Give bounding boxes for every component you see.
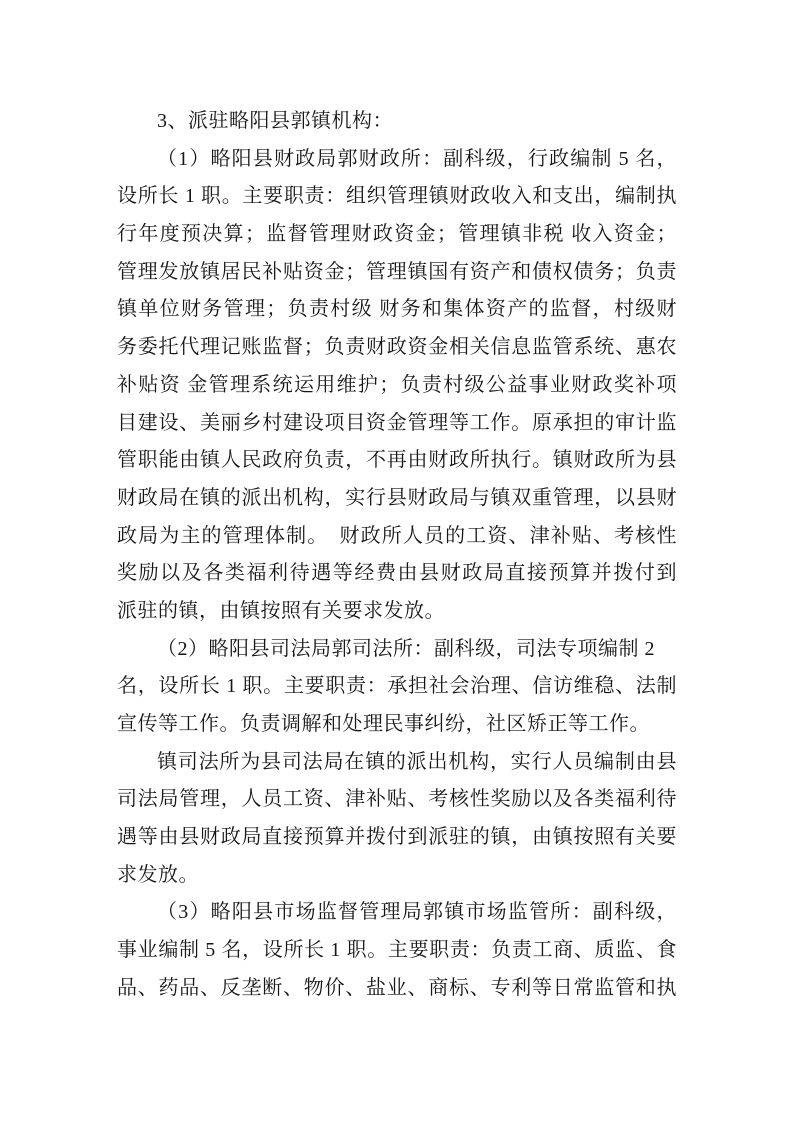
text-line: 设所长 1 职。主要职责：组织管理镇财政收入和支出，编制执 (117, 185, 677, 208)
text-line: 奖励以及各类福利待遇等经费由县财政局直接预算并拨付到 (117, 562, 677, 585)
text-line: 管职能由镇人民政府负责，不再由财政所执行。镇财政所为县 (117, 449, 677, 472)
text-line: 求发放。 (117, 863, 199, 886)
text-line: 事业编制 5 名，设所长 1 职。主要职责：负责工商、质监、食 (117, 939, 677, 962)
text-line: （2）略阳县司法局郭司法所：副科级，司法专项编制 2 (157, 637, 655, 660)
text-line: 3、派驻略阳县郭镇机构： (157, 110, 393, 132)
text-line: 宣传等工作。负责调解和处理民事纠纷，社区矫正等工作。 (117, 713, 650, 735)
text-line: 政局为主的管理体制。 财政所人员的工资、津补贴、考核性 (117, 524, 677, 547)
text-line: 财政局在镇的派出机构，实行县财政局与镇双重管理，以县财 (117, 486, 677, 509)
text-line: 镇单位财务管理；负责村级 财务和集体资产的监督，村级财 (117, 298, 677, 321)
text-line: 补贴资 金管理系统运用维护；负责村级公益事业财政奖补项 (117, 373, 677, 396)
text-line: 派驻的镇，由镇按照有关要求发放。 (117, 599, 445, 622)
text-line: （1）略阳县财政局郭财政所：副科级，行政编制 5 名， (157, 147, 677, 170)
text-line: 司法局管理，人员工资、津补贴、考核性奖励以及各类福利待 (117, 788, 677, 811)
text-line: （3）略阳县市场监督管理局郭镇市场监管所：副科级， (157, 901, 677, 924)
text-line: 管理发放镇居民补贴资金；管理镇国有资产和债权债务；负责 (117, 260, 677, 283)
text-line: 务委托代理记账监督；负责财政资金相关信息监管系统、惠农 (117, 336, 677, 359)
text-line: 遇等由县财政局直接预算并拨付到派驻的镇，由镇按照有关要 (117, 826, 677, 849)
text-line: 品、药品、反垄断、物价、盐业、商标、专利等日常监管和执 (117, 976, 677, 999)
text-line: 名，设所长 1 职。主要职责：承担社会治理、信访维稳、法制 (117, 675, 677, 698)
text-line: 行年度预决算；监督管理财政资金；管理镇非税 收入资金； (117, 223, 677, 246)
text-line: 镇司法所为县司法局在镇的派出机构，实行人员编制由县 (157, 750, 677, 773)
text-line: 目建设、美丽乡村建设项目资金管理等工作。原承担的审计监 (117, 411, 677, 434)
